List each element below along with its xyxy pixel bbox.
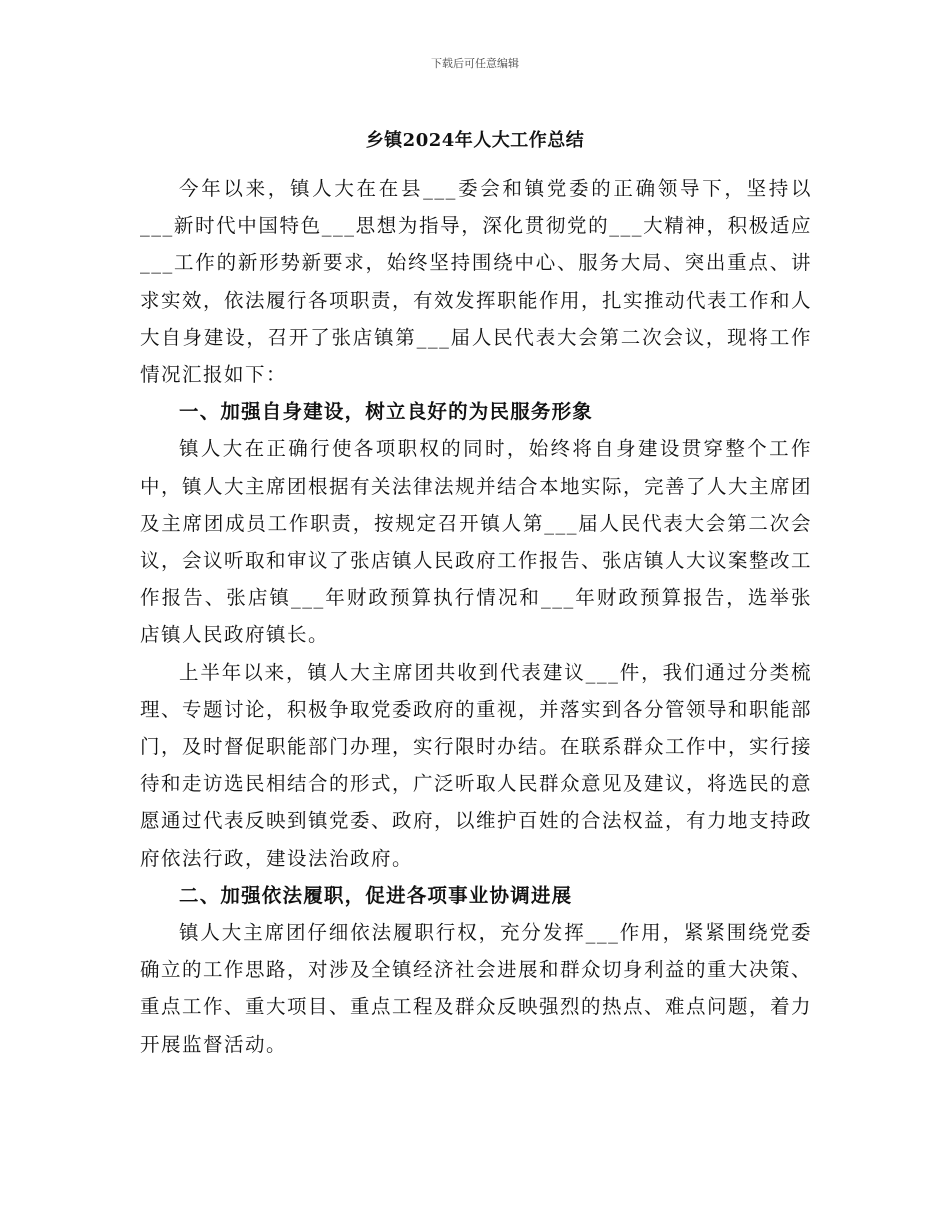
header-note: 下载后可任意编辑 [431,57,519,70]
section-heading-2: 二、加强依法履职，促进各项事业协调进展 [179,883,573,907]
document-body [140,170,812,1063]
section-heading-1: 一、加强自身建设，树立良好的为民服务形象 [179,400,594,424]
document-title: 乡镇2024年人大工作总结 [365,130,585,151]
paragraph-intro: 今年以来，镇人大在在县___委会和镇党委的正确领导下，坚持以___新时代中国特色___思想为指导，深化贯彻党的___大精神，积极适应___工作的新形势新要求，始终坚持围绕中心、服务大局、突出重点、讲求实效，依法履行各项职责，有效发挥职能作用，扎实推动代表工作和人大自身建设，召开了张店镇第___届人民代表大会第二次会议，现将工作情况汇报如下： [140,177,813,387]
paragraph-suggestions: 上半年以来，镇人大主席团共收到代表建议___件，我们通过分类梳理、专题讨论，积极争取党委政府的重视，并落实到各分管领导和职能部门，及时督促职能部门办理，实行限时办结。在联系群众工作中，实行接待和走访选民相结合的形式，广泛听取人民群众意见及建议，将选民的意愿通过代表反映到镇党委、政府，以维护百姓的合法权益，有力地支持政府依法行政，建设法治政府。 [140,660,813,870]
paragraph-supervision: 镇人大主席团仔细依法履职行权，充分发挥___作用，紧紧围绕党委确立的工作思路，对涉及全镇经济社会进展和群众切身利益的重大决策、重点工作、重大项目、重点工程及群众反映强烈的热点、难点问题，着力开展监督活动。 [140,921,813,1056]
paragraph-self-building: 镇人大在正确行使各项职权的同时，始终将自身建设贯穿整个工作中，镇人大主席团根据有关法律法规并结合本地实际，完善了人大主席团及主席团成员工作职责，按规定召开镇人第___届人民代表大会第二次会议，会议听取和审议了张店镇人民政府工作报告、张店镇人大议案整改工作报告、张店镇___年财政预算执行情况和___年财政预算报告，选举张店镇人民政府镇长。 [140,437,813,647]
